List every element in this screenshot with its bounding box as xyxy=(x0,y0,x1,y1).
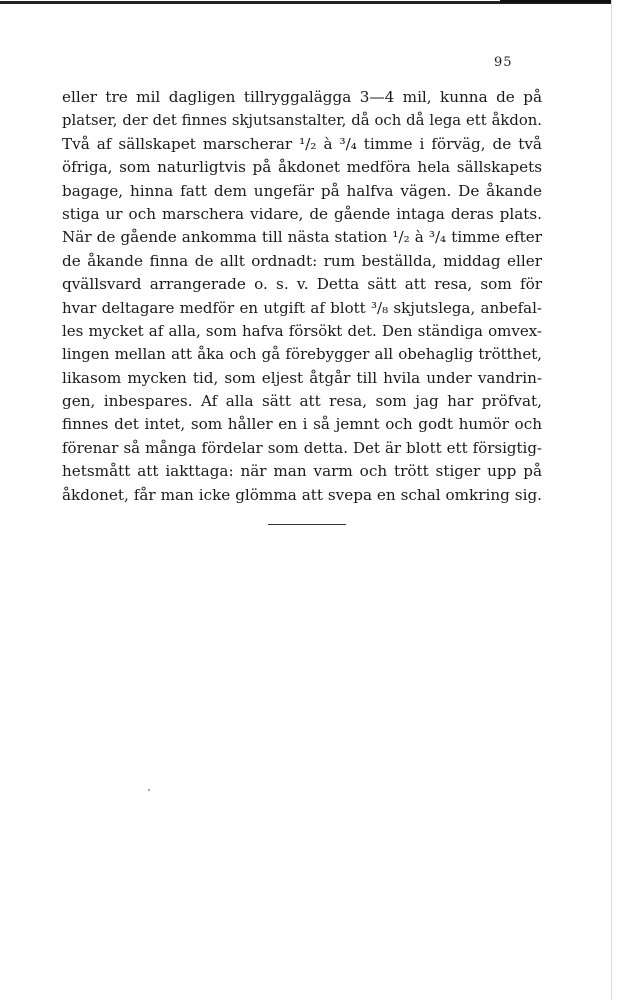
text-line: platser, der det finnes skjutsanstalter, då och då lega ett åkdon. xyxy=(62,112,542,130)
text-line: öfriga, som naturligtvis på åkdonet medföra hela sällskapets xyxy=(62,158,542,177)
paper-speck xyxy=(148,789,150,791)
text-line: bagage, hinna fatt dem ungefär på halfva vägen. De åkande xyxy=(62,181,542,200)
text-line: När de gående ankomma till nästa station ¹/₂ à ³/₄ timme efter xyxy=(62,228,542,247)
text-line: hetsmått att iakttaga: när man varm och trött stiger upp på xyxy=(62,462,542,481)
page-number: 95 xyxy=(494,55,513,70)
text-line: les mycket af alla, som hafva försökt det. Den ständiga omvex- xyxy=(62,321,542,340)
text-line: de åkande finna de allt ordnadt: rum beställda, middag eller xyxy=(62,251,542,270)
text-line: lingen mellan att åka och gå förebygger all obehaglig trötthet, xyxy=(62,345,542,364)
top-edge-rule-thick xyxy=(500,0,612,3)
body-text xyxy=(62,86,542,507)
text-line: hvar deltagare medför en utgift af blott ³/₈ skjutslega, anbefal- xyxy=(62,298,542,317)
text-line: finnes det intet, som håller en i så jemnt och godt humör och xyxy=(62,415,542,434)
text-line: stiga ur och marschera vidare, de gående intaga deras plats. xyxy=(62,204,542,223)
text-line: likasom mycken tid, som eljest åtgår till hvila under vandrin- xyxy=(62,368,542,387)
text-line: gen, inbespares. Af alla sätt att resa, som jag har pröfvat, xyxy=(62,392,542,411)
text-line: åkdonet, får man icke glömma att svepa en schal omkring sig. xyxy=(62,485,542,504)
text-line: Två af sällskapet marscherar ¹/₂ à ³/₄ timme i förväg, de två xyxy=(62,134,542,153)
text-line: eller tre mil dagligen tillryggalägga 3—4 mil, kunna de på xyxy=(62,88,542,106)
text-line: förenar så många fördelar som detta. Det är blott ett försigtig- xyxy=(62,438,542,457)
section-divider xyxy=(268,524,346,525)
page-right-edge xyxy=(611,0,612,1000)
text-line: qvällsvard arrangerade o. s. v. Detta sätt att resa, som för xyxy=(62,275,542,294)
